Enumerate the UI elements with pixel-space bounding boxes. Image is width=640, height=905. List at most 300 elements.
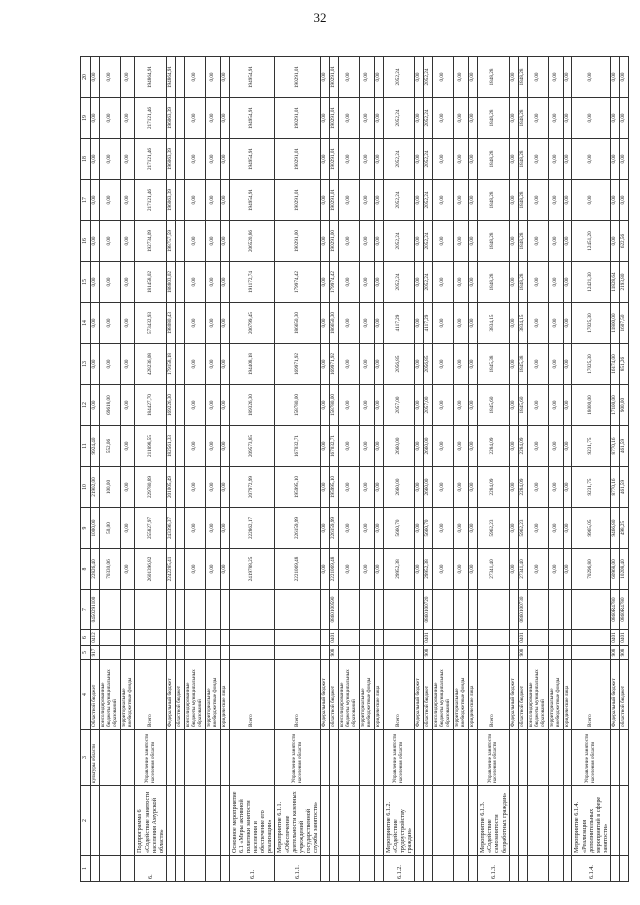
- table-cell: [220, 786, 229, 856]
- budget-table: [80, 56, 629, 882]
- table-cell: [383, 630, 415, 646]
- table-cell: 0,00: [205, 426, 220, 467]
- table-cell: 0,00: [509, 467, 518, 508]
- table-cell: [509, 590, 518, 630]
- table-cell: [611, 786, 620, 856]
- table-cell: Мероприятие 6.1.3. «Содействие самозанятости безработных граждан»: [478, 786, 510, 856]
- table-cell: [321, 786, 330, 856]
- table-cell: 9231,75: [572, 426, 611, 467]
- table-cell: 0,00: [433, 426, 454, 467]
- table-cell: 0,00: [415, 344, 424, 385]
- table-cell: 0,00: [360, 467, 375, 508]
- table-cell: 0401: [424, 630, 433, 646]
- table-cell: [339, 630, 360, 646]
- table-cell: 12451,20: [572, 221, 611, 262]
- table-cell: 851,26: [620, 344, 629, 385]
- column-header: 3: [81, 730, 91, 786]
- table-cell: территориальные внебюджетные фонды: [120, 660, 135, 730]
- table-cell: 195995,10: [275, 467, 321, 508]
- table-cell: 0,00: [415, 508, 424, 549]
- table-row: [205, 57, 220, 882]
- table-cell: 0,00: [220, 467, 229, 508]
- table-cell: Управление занятости населения области: [478, 730, 510, 786]
- table-cell: [518, 786, 527, 856]
- table-cell: 192734,09: [135, 221, 167, 262]
- table-cell: 0,00: [548, 385, 563, 426]
- table-cell: [99, 786, 120, 856]
- table-cell: консолидированные бюджеты муниципальных образований: [339, 660, 360, 730]
- table-cell: [321, 730, 330, 786]
- table-cell: 9965,05: [572, 508, 611, 549]
- table-cell: 1848,28: [478, 98, 510, 139]
- table-cell: [229, 590, 275, 630]
- table-cell: 1848,28: [518, 98, 527, 139]
- table-cell: 0,00: [469, 139, 478, 180]
- table-header: [81, 57, 91, 882]
- table-cell: 0,00: [339, 344, 360, 385]
- table-cell: [383, 590, 415, 630]
- table-cell: 0,00: [90, 344, 99, 385]
- table-cell: 2052,24: [383, 57, 415, 98]
- table-cell: 16174,00: [611, 344, 620, 385]
- table-cell: 0,00: [184, 139, 205, 180]
- table-cell: 167032,71: [330, 426, 339, 467]
- table-cell: [469, 730, 478, 786]
- table-cell: 2052,24: [383, 180, 415, 221]
- table-row: [99, 57, 120, 882]
- table-cell: [175, 856, 184, 882]
- table-cell: 0,00: [509, 508, 518, 549]
- sheet-rotation: [80, 56, 627, 882]
- table-cell: 0,00: [433, 262, 454, 303]
- table-cell: 0,00: [99, 221, 120, 262]
- table-cell: Всего: [135, 660, 167, 730]
- table-cell: [120, 630, 135, 646]
- table-cell: юридические лица: [469, 660, 478, 730]
- table-cell: 0,00: [527, 344, 548, 385]
- column-header: 1: [81, 856, 91, 882]
- table-cell: 0,00: [339, 385, 360, 426]
- table-cell: Федеральный бюджет: [415, 660, 424, 730]
- table-cell: [424, 856, 433, 882]
- table-cell: 0,00: [220, 98, 229, 139]
- table-cell: 0,00: [611, 139, 620, 180]
- table-cell: [375, 630, 384, 646]
- table-cell: областной бюджет: [620, 660, 629, 730]
- table-cell: [330, 786, 339, 856]
- table-cell: 1845,38: [478, 344, 510, 385]
- table-cell: [509, 630, 518, 646]
- table-cell: 0,00: [220, 508, 229, 549]
- table-cell: 2284,09: [478, 467, 510, 508]
- table-cell: [120, 786, 135, 856]
- table-cell: 158780,00: [330, 385, 339, 426]
- table-cell: [175, 221, 184, 262]
- table-cell: консолидированные бюджеты муниципальных образований: [184, 660, 205, 730]
- table-cell: 0,00: [205, 508, 220, 549]
- table-row: [184, 57, 205, 882]
- table-cell: 1848,28: [478, 221, 510, 262]
- table-cell: 0,00: [469, 221, 478, 262]
- table-cell: [166, 646, 175, 660]
- table-cell: 0,00: [527, 385, 548, 426]
- table-cell: территориальные внебюджетные фонды: [205, 660, 220, 730]
- table-cell: 0,00: [572, 98, 611, 139]
- table-cell: [120, 856, 135, 882]
- table-cell: 179974,42: [275, 262, 321, 303]
- table-row: [339, 57, 360, 882]
- table-cell: [611, 730, 620, 786]
- table-cell: 1848,28: [518, 180, 527, 221]
- table-cell: 2419788,25: [229, 549, 275, 590]
- table-cell: 12421,30: [572, 262, 611, 303]
- table-cell: 1848,28: [518, 57, 527, 98]
- table-cell: 622,56: [620, 221, 629, 262]
- table-cell: 169226,30: [166, 385, 175, 426]
- table-cell: 0,00: [433, 57, 454, 98]
- table-cell: [135, 590, 167, 630]
- table-cell: юридические лица: [375, 660, 384, 730]
- table-cell: [184, 730, 205, 786]
- table-cell: 0,00: [527, 467, 548, 508]
- table-cell: 0,00: [120, 508, 135, 549]
- table-cell: 29952,38: [383, 549, 415, 590]
- table-cell: 179158,18: [166, 344, 175, 385]
- table-cell: 0,00: [548, 508, 563, 549]
- table-cell: 0,00: [205, 57, 220, 98]
- table-cell: 0,00: [205, 180, 220, 221]
- table-cell: 201005,49: [166, 467, 175, 508]
- table-cell: [229, 646, 275, 660]
- table-cell: 0,00: [509, 139, 518, 180]
- table-cell: [454, 730, 469, 786]
- table-cell: 0,00: [360, 98, 375, 139]
- table-cell: 9466,80: [611, 508, 620, 549]
- table-cell: 0,00: [415, 385, 424, 426]
- table-cell: 17025,30: [572, 344, 611, 385]
- table-cell: [99, 856, 120, 882]
- table-cell: областной бюджет: [330, 660, 339, 730]
- table-cell: 2052,24: [383, 98, 415, 139]
- table-cell: 188803,02: [166, 262, 175, 303]
- table-cell: 0,00: [205, 139, 220, 180]
- table-cell: 0,00: [90, 262, 99, 303]
- table-row: [229, 57, 275, 882]
- table-cell: 0,00: [321, 508, 330, 549]
- table-cell: Подпрограмма 6 «Содействие занятости населения Амурской области»: [135, 786, 167, 856]
- table-cell: 0,00: [454, 139, 469, 180]
- table-cell: 0,00: [360, 303, 375, 344]
- table-cell: 0,00: [415, 57, 424, 98]
- table-cell: 190291,01: [330, 57, 339, 98]
- table-cell: 0,00: [375, 549, 384, 590]
- table-cell: Федеральный бюджет: [611, 660, 620, 730]
- table-cell: 0,00: [563, 139, 572, 180]
- table-cell: 2284,09: [518, 426, 527, 467]
- table-cell: 0,00: [184, 98, 205, 139]
- table-cell: [275, 646, 321, 660]
- table-cell: 0,00: [548, 467, 563, 508]
- table-cell: [339, 730, 360, 786]
- table-cell: [205, 646, 220, 660]
- table-cell: 5660,70: [383, 508, 415, 549]
- table-row: [572, 57, 611, 882]
- table-cell: 0,00: [90, 303, 99, 344]
- column-header: 16: [81, 221, 91, 262]
- table-cell: 2601396,82: [135, 549, 167, 590]
- table-cell: [611, 856, 620, 882]
- table-cell: [339, 856, 360, 882]
- table-cell: 8770,16: [611, 426, 620, 467]
- table-cell: 0,00: [360, 139, 375, 180]
- table-cell: 0401: [611, 630, 620, 646]
- table-cell: 217121,46: [135, 98, 167, 139]
- table-cell: 0450291100: [90, 590, 99, 630]
- column-header: 17: [81, 180, 91, 221]
- rotated-sheet: [80, 56, 627, 882]
- table-cell: 182561,33: [166, 426, 175, 467]
- table-cell: 0401: [330, 630, 339, 646]
- table-cell: 5962,23: [518, 508, 527, 549]
- table-cell: 0,00: [205, 221, 220, 262]
- table-cell: [478, 590, 510, 630]
- table-cell: 0,00: [339, 426, 360, 467]
- table-row: [360, 57, 375, 882]
- table-cell: [620, 786, 629, 856]
- table-cell: 0,00: [205, 262, 220, 303]
- table-cell: [527, 646, 548, 660]
- table-cell: 10208,40: [620, 549, 629, 590]
- table-cell: [175, 467, 184, 508]
- table-cell: 0,00: [120, 180, 135, 221]
- table-cell: 0,00: [90, 385, 99, 426]
- table-cell: 0,00: [120, 385, 135, 426]
- table-row: [383, 57, 415, 882]
- table-cell: 0,00: [205, 98, 220, 139]
- table-cell: 0,00: [415, 303, 424, 344]
- table-cell: 0,00: [469, 344, 478, 385]
- table-cell: 0,00: [120, 221, 135, 262]
- table-cell: [527, 590, 548, 630]
- table-cell: 908: [330, 646, 339, 660]
- table-row: [415, 57, 424, 882]
- table-cell: [175, 786, 184, 856]
- table-cell: 190291,00: [275, 221, 321, 262]
- table-cell: [375, 730, 384, 786]
- table-cell: Мероприятие 6.1.2. «Содействие трудоустройству граждан»: [383, 786, 415, 856]
- table-cell: областной бюджет: [518, 660, 527, 730]
- table-cell: 0,00: [527, 98, 548, 139]
- table-cell: [135, 630, 167, 646]
- table-cell: территориальные внебюджетные фонды: [548, 660, 563, 730]
- table-cell: [478, 630, 510, 646]
- table-cell: 0,00: [220, 262, 229, 303]
- table-cell: 0,00: [184, 426, 205, 467]
- table-row: [478, 57, 510, 882]
- table-cell: 0,00: [415, 549, 424, 590]
- table-cell: 184427,70: [135, 385, 167, 426]
- table-cell: 6.: [135, 856, 167, 882]
- table-cell: [563, 590, 572, 630]
- table-cell: 0,00: [99, 98, 120, 139]
- table-cell: 2056,85: [424, 344, 433, 385]
- table-cell: 4117,29: [383, 303, 415, 344]
- table-cell: 190291,01: [330, 98, 339, 139]
- table-cell: 22826,40: [90, 549, 99, 590]
- table-cell: 0,00: [611, 57, 620, 98]
- table-cell: 2057,00: [424, 385, 433, 426]
- table-cell: 243396,37: [166, 508, 175, 549]
- table-cell: 0,00: [375, 57, 384, 98]
- table-cell: [469, 856, 478, 882]
- table-cell: 0,00: [360, 385, 375, 426]
- table-cell: 0,00: [90, 139, 99, 180]
- table-cell: 0,00: [433, 221, 454, 262]
- table-cell: 196063,39: [166, 180, 175, 221]
- table-cell: 0,00: [360, 262, 375, 303]
- table-cell: 0,00: [321, 426, 330, 467]
- table-row: [454, 57, 469, 882]
- table-cell: 0,00: [509, 221, 518, 262]
- table-cell: 0,00: [509, 549, 518, 590]
- table-cell: 0,00: [433, 139, 454, 180]
- table-cell: консолидированные бюджеты муниципальных образований: [527, 660, 548, 730]
- table-cell: Мероприятие 6.1.4. «Реализация дополнительных мероприятий в сфере занятости»: [572, 786, 611, 856]
- table-cell: 0,00: [321, 344, 330, 385]
- table-cell: 179974,42: [330, 262, 339, 303]
- table-cell: 1848,28: [478, 180, 510, 221]
- table-cell: [360, 630, 375, 646]
- table-cell: Федеральный бюджет: [321, 660, 330, 730]
- table-cell: 2052,24: [424, 221, 433, 262]
- table-cell: 4117,29: [424, 303, 433, 344]
- table-cell: 1845,60: [478, 385, 510, 426]
- table-cell: [184, 856, 205, 882]
- table-cell: [572, 590, 611, 630]
- table-cell: [90, 856, 99, 882]
- table-cell: 2284,09: [478, 426, 510, 467]
- table-cell: [469, 630, 478, 646]
- table-cell: 0,00: [548, 98, 563, 139]
- table-cell: 0,00: [205, 303, 220, 344]
- table-row: [433, 57, 454, 882]
- table-cell: [433, 856, 454, 882]
- table-cell: [184, 646, 205, 660]
- table-row: [563, 57, 572, 882]
- table-cell: 0,00: [360, 344, 375, 385]
- table-row: [620, 57, 629, 882]
- table-cell: 21902,00: [90, 467, 99, 508]
- table-cell: 2052,24: [383, 139, 415, 180]
- table-cell: 0,00: [469, 262, 478, 303]
- table-cell: 0,00: [469, 508, 478, 549]
- table-cell: [548, 590, 563, 630]
- table-cell: 0,00: [415, 467, 424, 508]
- table-cell: 0,00: [415, 221, 424, 262]
- table-cell: [433, 730, 454, 786]
- table-cell: 169971,92: [275, 344, 321, 385]
- table-cell: [339, 646, 360, 660]
- table-cell: [433, 630, 454, 646]
- table-cell: 0,00: [469, 57, 478, 98]
- table-cell: [509, 786, 518, 856]
- table-cell: [527, 856, 548, 882]
- table-cell: [563, 786, 572, 856]
- table-cell: [509, 730, 518, 786]
- table-cell: 0,00: [184, 221, 205, 262]
- table-row: [518, 57, 527, 882]
- table-row: [175, 57, 184, 882]
- table-cell: 0,00: [469, 426, 478, 467]
- table-cell: 0,00: [120, 344, 135, 385]
- table-cell: 0,00: [339, 303, 360, 344]
- table-cell: 0,00: [205, 467, 220, 508]
- column-header: 13: [81, 344, 91, 385]
- table-cell: 0,00: [339, 467, 360, 508]
- table-cell: 186650,30: [330, 303, 339, 344]
- table-cell: 0,00: [620, 98, 629, 139]
- table-cell: 206799,45: [229, 303, 275, 344]
- table-cell: 2221069,48: [275, 549, 321, 590]
- table-cell: [563, 856, 572, 882]
- table-cell: 0,00: [509, 426, 518, 467]
- table-cell: [229, 730, 275, 786]
- table-cell: [205, 630, 220, 646]
- table-cell: 0,00: [433, 549, 454, 590]
- table-cell: 0,00: [433, 467, 454, 508]
- table-cell: [454, 856, 469, 882]
- table-cell: 0,00: [120, 303, 135, 344]
- table-row: [90, 57, 99, 882]
- table-cell: 2660,00: [383, 426, 415, 467]
- table-cell: 0,00: [360, 180, 375, 221]
- table-cell: [99, 590, 120, 630]
- table-cell: 0,00: [375, 426, 384, 467]
- table-cell: 9924,40: [90, 426, 99, 467]
- table-cell: 27341,40: [478, 549, 510, 590]
- table-cell: 0,00: [90, 98, 99, 139]
- table-cell: [548, 856, 563, 882]
- table-row: [135, 57, 167, 882]
- table-cell: 0,00: [548, 180, 563, 221]
- table-cell: 0860R4780: [611, 590, 620, 630]
- table-cell: Всего: [275, 660, 321, 730]
- table-cell: 0,00: [454, 262, 469, 303]
- table-cell: [527, 730, 548, 786]
- table-cell: 0,00: [321, 467, 330, 508]
- table-cell: 0,00: [205, 385, 220, 426]
- table-row: [548, 57, 563, 882]
- table-cell: 0,00: [184, 549, 205, 590]
- table-cell: 0860100590: [330, 590, 339, 630]
- table-cell: 1607,50: [620, 303, 629, 344]
- table-cell: [375, 590, 384, 630]
- table-cell: [563, 730, 572, 786]
- table-cell: 0,00: [454, 426, 469, 467]
- table-cell: 1848,28: [478, 139, 510, 180]
- table-cell: 2052,24: [424, 180, 433, 221]
- table-cell: 0,00: [375, 180, 384, 221]
- table-cell: [469, 786, 478, 856]
- table-cell: 226159,99: [275, 508, 321, 549]
- table-cell: 573432,93: [135, 303, 167, 344]
- table-cell: [572, 646, 611, 660]
- table-cell: 194954,91: [229, 139, 275, 180]
- table-cell: 0,00: [321, 549, 330, 590]
- column-header: 15: [81, 262, 91, 303]
- table-cell: 222862,17: [229, 508, 275, 549]
- table-cell: 198757,59: [166, 221, 175, 262]
